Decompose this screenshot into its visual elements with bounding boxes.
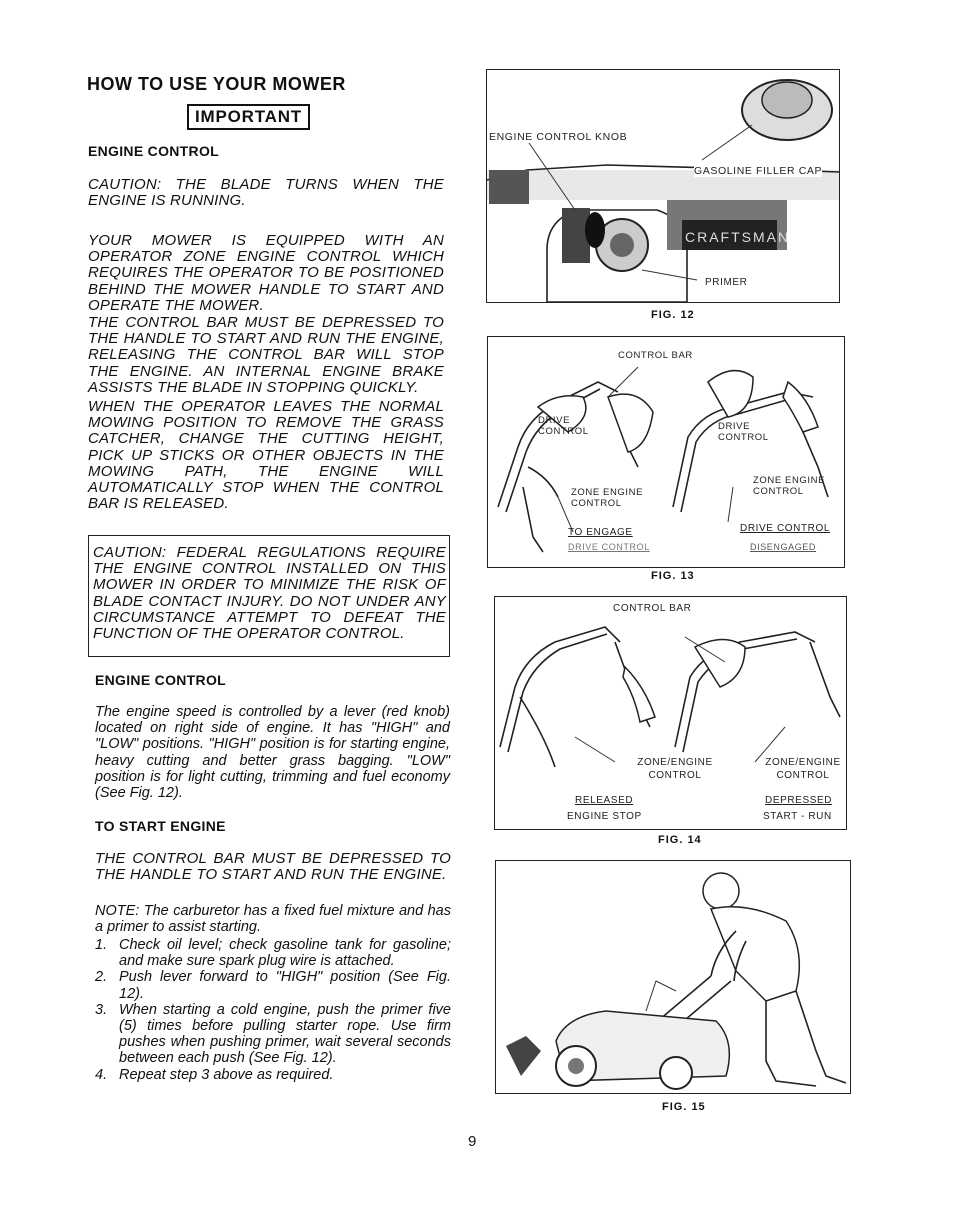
operator-leaves-paragraph: WHEN THE OPERATOR LEAVES THE NORMAL MOWING POSITION TO REMOVE THE GRASS CATCHER, CHANGE THE CUTTING HEIGHT, PICK UP STICKS OR OTHER OBJECTS IN THE MOWING PATH, THE ENGINE WILL AUTOMATICALLY STOP WHEN THE CONTROL BAR IS RELEASED. [88,398,444,513]
control-bar-label-14: CONTROL BAR [613,603,692,614]
carburetor-note: NOTE: The carburetor has a fixed fuel mixture and has a primer to assist starting. [95,903,451,936]
important-label: IMPORTANT [195,107,302,126]
start-engine-title: TO START ENGINE [95,818,226,834]
list-item: 4. Repeat step 3 above as required. [95,1066,334,1083]
gasoline-filler-cap-label: GASOLINE FILLER CAP [694,165,823,177]
engine-speed-paragraph: The engine speed is controlled by a lever (red knob) located on right side of engine. It has "HIGH" and "LOW" positions. "HIGH" position is for starting engine, heavy cutting and better grass bagging. "LOW" position is for light cutting, trimming and fuel economy (See Fig. 12). [95,704,450,802]
important-banner [187,104,310,130]
start-steps-list [95,937,451,1083]
fig13-illustration [487,336,845,568]
brand-label: CRAFTSMAN [685,229,791,245]
control-bar-paragraph: THE CONTROL BAR MUST BE DEPRESSED TO THE HANDLE TO START AND RUN THE ENGINE, RELEASING THE CONTROL BAR WILL STOP THE ENGINE. AN INTERNAL ENGINE BRAKE ASSISTS THE BLADE IN STOPPING QUICKLY. [88,314,444,396]
blade-caution: CAUTION: THE BLADE TURNS WHEN THE ENGINE IS RUNNING. [88,176,444,210]
control-bar-label: CONTROL BAR [618,350,693,361]
list-item: 1. Check oil level; check gasoline tank for gasoline; and make sure spark plug wire is attached. [95,937,451,970]
depressed-label: DEPRESSED [765,795,833,806]
drive-control-sub-label: DRIVE CONTROL [568,542,650,552]
list-item: 2. Push lever forward to "HIGH" position (See Fig. 12). [95,969,451,1002]
page-number: 9 [468,1133,477,1150]
list-item: 3. When starting a cold engine, push the primer five (5) times before pulling starter rope. Use firm pushes when pushing primer, wait several seconds between each push (See Fig. 12). [95,1001,451,1067]
federal-caution-text: CAUTION: FEDERAL REGULATIONS REQUIRE THE ENGINE CONTROL INSTALLED ON THIS MOWER IN ORDER TO MINIMIZE THE RISK OF BLADE CONTACT INJURY. DO NOT UNDER ANY CIRCUMSTANCE ATTEMPT TO DEFEAT THE FUNCTION OF THE OPERATOR CONTROL. [93,544,446,643]
fig15-illustration [495,860,851,1094]
start-engine-paragraph: THE CONTROL BAR MUST BE DEPRESSED TO THE HANDLE TO START AND RUN THE ENGINE. [95,850,451,884]
to-engage-label: TO ENGAGE [568,527,633,538]
engine-stop-label: ENGINE STOP [567,811,642,822]
fig12-caption: FIG. 12 [651,309,695,321]
fig14-caption: FIG. 14 [658,834,702,846]
zone-engine-control-left-label: ZONE ENGINE CONTROL [571,487,644,509]
drive-control-right-label: DRIVE CONTROL [718,421,769,443]
drive-control-right-sub-label: DRIVE CONTROL [740,523,831,534]
start-run-label: START - RUN [763,811,832,822]
federal-caution-box [88,535,450,657]
engine-control-title: ENGINE CONTROL [88,143,219,159]
engine-control-knob-label: ENGINE CONTROL KNOB [489,131,628,143]
zone-engine-control-left-14: ZONE/ENGINE CONTROL [637,757,713,781]
engine-drawing [487,70,839,302]
page-heading: HOW TO USE YOUR MOWER [87,74,346,94]
primer-label: PRIMER [705,277,748,288]
engine-left-body [489,170,529,204]
zone-engine-control-right-14: ZONE/ENGINE CONTROL [765,757,841,781]
engine-speed-title: ENGINE CONTROL [95,672,226,688]
operator-mowing-drawing [496,861,850,1093]
fig13-caption: FIG. 13 [651,570,695,582]
drive-control-left-label: DRIVE CONTROL [538,415,589,437]
fig15-caption: FIG. 15 [662,1101,706,1113]
zone-engine-control-right-label: ZONE ENGINE CONTROL [753,475,826,497]
operator-zone-paragraph: YOUR MOWER IS EQUIPPED WITH AN OPERATOR ZONE ENGINE CONTROL WHICH REQUIRES THE OPERATOR TO BE POSITIONED BEHIND THE MOWER HANDLE TO START AND OPERATE THE MOWER. [88,232,444,314]
fig12-illustration [486,69,840,303]
released-label: RELEASED [575,795,634,806]
disengaged-label: DISENGAGED [750,542,817,552]
fig14-illustration [494,596,847,830]
